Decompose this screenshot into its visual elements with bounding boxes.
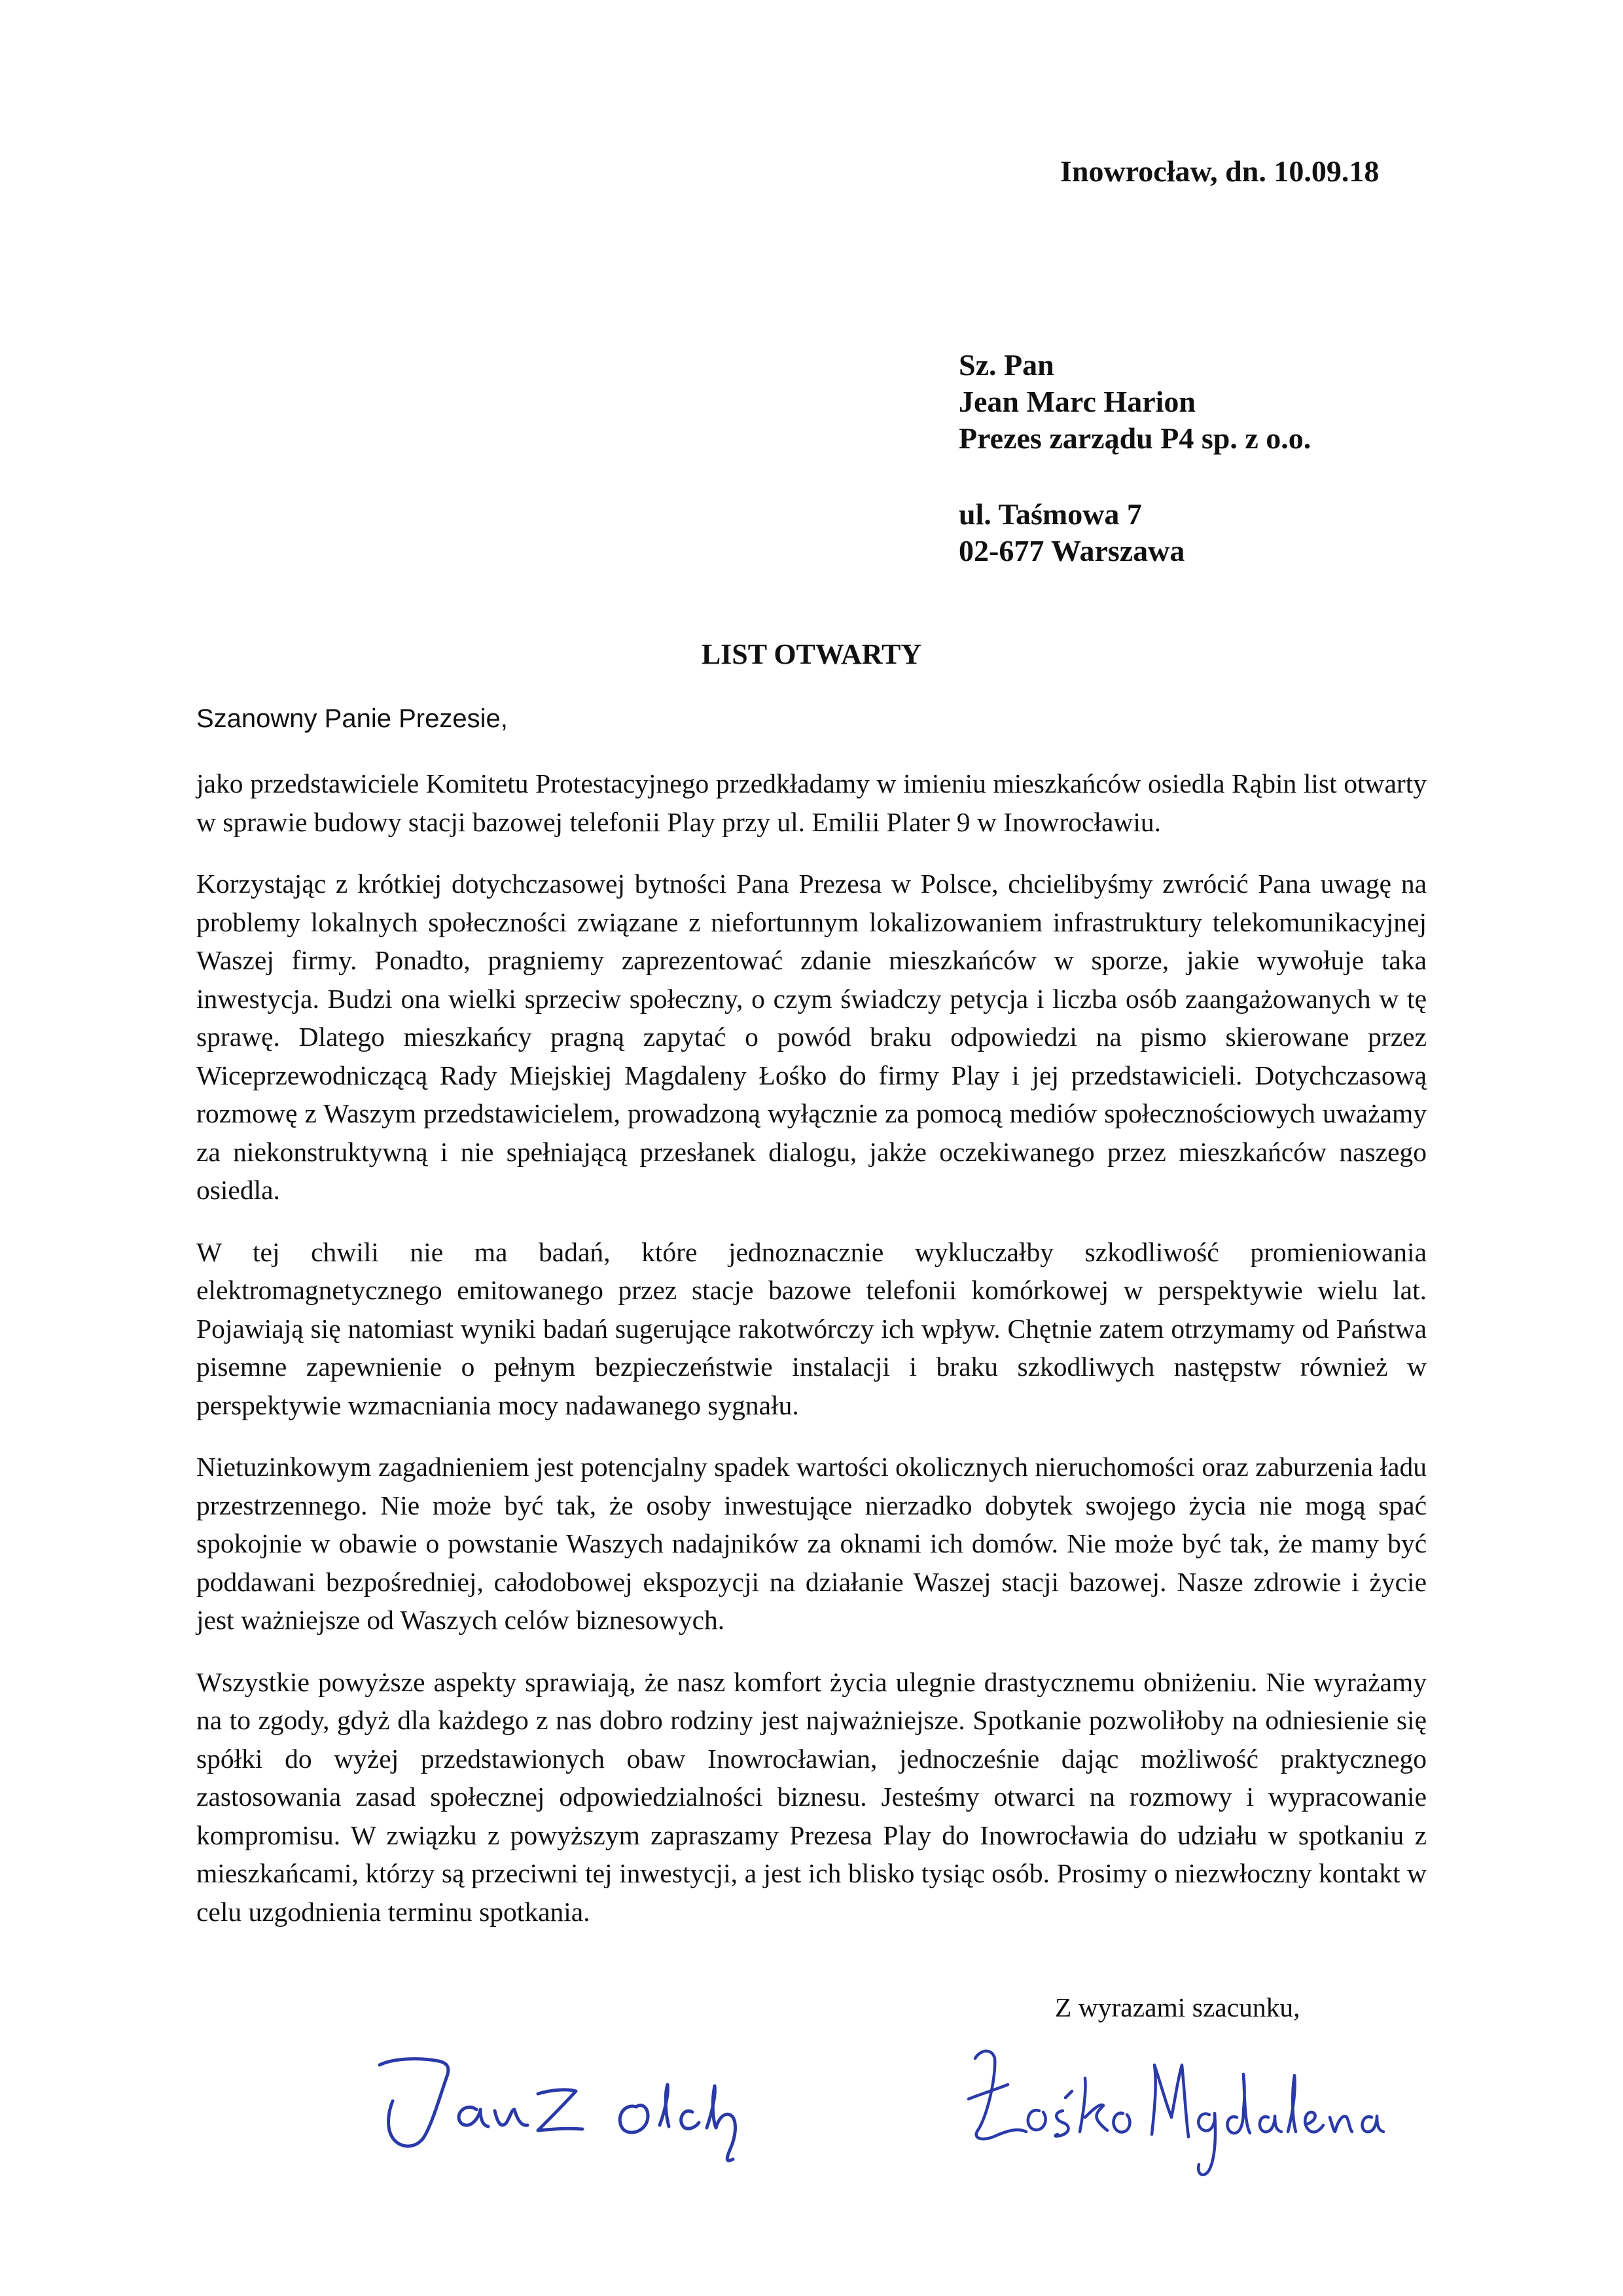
signature-right-image [955,2019,1387,2189]
date-line: Inowrocław, dn. 10.09.18 [1060,154,1380,188]
recipient-position: Prezes zarządu P4 sp. z o.o. [959,422,1311,455]
paragraph-health: W tej chwili nie ma badań, które jednoznacznie wykluczałby szkodliwość promieniowania elektromagnetycznego emitowanego przez stacje bazowe telefonii komórkowej w perspektywie wielu lat. Pojawiają się natomiast wyniki badań sugerujące rakotwórczy ich wpływ. Chętnie zatem otrzymamy od Państwa pisemne zapewnienie o pełnym bezpieczeństwie instalacji i braku szkodliwych następstw również w perspektywie wzmacniania mocy nadawanego sygnału. [196,1236,1427,1420]
closing-phrase: Z wyrazami szacunku, [1055,1992,1300,2022]
signature-left [366,2039,825,2170]
recipient-street: ul. Taśmowa 7 [959,497,1142,531]
recipient-city: 02-677 Warszawa [959,534,1185,567]
signature-right [955,2019,1387,2189]
recipient-salutation: Sz. Pan [959,348,1054,382]
address-spacer [959,457,1311,496]
paragraph-problems: Korzystając z krótkiej dotychczasowej bytności Pana Prezesa w Polsce, chcielibyśmy zwrócić Pana uwagę na problemy lokalnych społeczności związane z niefortunnym lokalizowaniem infrastruktury telekomunikacyjnej Waszej firmy. Ponadto, pragniemy zaprezentować zdanie mieszkańców w sporze, jakie wywołuje taka inwestycja. Budzi ona wielki sprzeciw społeczny, o czym świadczy petycja i liczba osób zaangażowanych w tę sprawę. Dlatego mieszkańcy pragną zapytać o powód braku odpowiedzi na pismo skierowane przez Wiceprzewodniczącą Rady Miejskiej Magdaleny Łośko do firmy Play i jej przedstawicieli. Dotychczasową rozmowę z Waszym przedstawicielem, prowadzoną wyłącznie za pomocą mediów społecznościowych uważamy za niekonstruktywną i nie spełniającą przesłanek dialogu, jakże oczekiwanego przez mieszkańców naszego osiedla. [196,869,1427,1205]
greeting: Szanowny Panie Prezesie, [196,704,508,733]
paragraph-property: Nietuzinkowym zagadnieniem jest potencjalny spadek wartości okolicznych nieruchomości oraz zaburzenia ładu przestrzennego. Nie może być tak, że osoby inwestujące nierzadko dobytek swojego życia nie mogą spać spokojnie w obawie o powstanie Waszych nadajników za oknami ich domów. Nie może być tak, że mamy być poddawani bezpośredniej, całodobowej ekspozycji na działanie Waszej stacji bazowej. Nasze zdrowie i życie jest ważniejsze od Waszych celów biznesowych. [196,1452,1427,1635]
recipient-address-block [959,347,1311,569]
letter-body [196,764,1427,1954]
paragraph-meeting: Wszystkie powyższe aspekty sprawiają, że nasz komfort życia ulegnie drastycznemu obniżeniu. Nie wyrażamy na to zgody, gdyż dla każdego z nas dobro rodziny jest najważniejsze. Spotkanie pozwoliłoby na odniesienie się spółki do wyżej przedstawionych obaw Inowrocławian, jednocześnie dając możliwość praktycznego zastosowania zasad społecznej odpowiedzialności biznesu. Jesteśmy otwarci na rozmowy i wypracowanie kompromisu. W związku z powyższym zapraszamy Prezesa Play do Inowrocławia do udziału w spotkaniu z mieszkańcami, którzy są przeciwni tej inwestycji, a jest ich blisko tysiąc osób. Prosimy o niezwłoczny kontakt w celu uzgodnienia terminu spotkania. [196,1666,1427,1927]
recipient-name: Jean Marc Harion [959,385,1196,418]
signature-left-image [366,2039,825,2170]
letter-title: LIST OTWARTY [701,638,922,670]
paragraph-intro: jako przedstawiciele Komitetu Protestacyjnego przedkładamy w imieniu mieszkańców osiedla Rąbin list otwarty w sprawie budowy stacji bazowej telefonii Play przy ul. Emilii Plater 9 w Inowrocławiu. [196,768,1427,837]
